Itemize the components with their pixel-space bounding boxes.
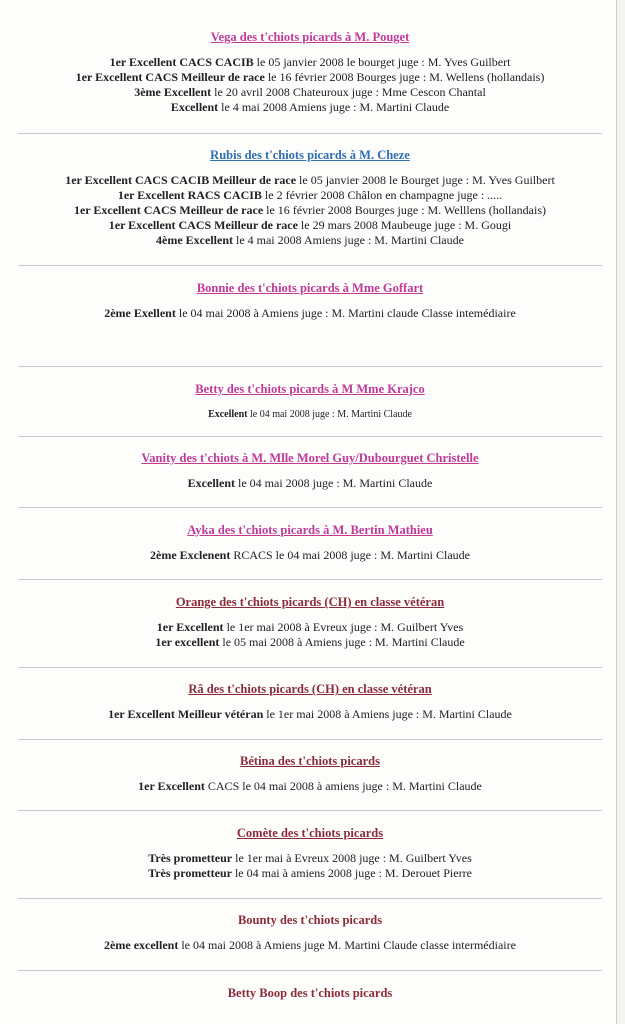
entry-title: Orange des t'chiots picards (CH) en classe vétéran [175,595,445,609]
result-line [18,938,602,953]
entry-ra [18,682,602,722]
entry-bounty [18,913,602,953]
result-line [18,218,602,233]
result-award: 2ème Exclenent [150,548,231,562]
separator [18,436,602,437]
result-award: Excellent [187,476,235,490]
entry-results [18,620,602,650]
result-award: 4ème Excellent [156,233,233,247]
result-award: Très prometteur [148,851,233,865]
result-line [18,707,602,722]
result-award: 1er Excellent CACS CACIB Meilleur de race [65,173,297,187]
result-details: le 04 mai à amiens 2008 juge : M. Derouet Pierre [231,866,472,880]
result-details: le 4 mai 2008 Amiens juge : M. Martini Claude [232,233,464,247]
result-line [18,55,602,70]
result-details: le 29 mars 2008 Maubeuge juge : M. Gougi [297,218,512,232]
result-line [18,620,602,635]
entry-results [18,476,602,491]
entry-title: Bonnie des t'chiots picards à Mme Goffart [196,281,424,295]
result-details: le 2 février 2008 Châlon en champagne juge : ..... [261,188,503,202]
entry-title: Rubis des t'chiots picards à M. Cheze [210,148,410,162]
entry-betty-boop [18,986,602,1011]
result-award: 1er Excellent CACS Meilleur de race [108,218,298,232]
result-details: le 16 février 2008 Bourges juge : M. Wellens (hollandais) [264,70,545,84]
result-award: 1er Excellent CACS CACIB [109,55,254,69]
result-line [18,635,602,650]
entry-results [18,173,602,248]
result-award: 1er Excellent [138,779,205,793]
separator [18,667,602,668]
entry-title: Betty Boop des t'chiots picards [227,986,393,1000]
entry-title: Vega des t'chiots picards à M. Pouget [210,30,410,44]
result-line [18,85,602,100]
separator [18,133,602,134]
result-award: Très prometteur [148,866,232,880]
entry-title: Betty des t'chiots picards à M Mme Krajco [195,382,425,396]
result-award: 1er Excellent CACS Meilleur de race [75,70,265,84]
result-line [18,407,602,422]
separator [18,970,602,971]
result-award: Excellent [208,409,248,420]
entry-results [18,707,602,722]
entry-title: Râ des t'chiots picards (CH) en classe vétéran [188,682,432,696]
result-line [18,233,602,248]
entry-vanity [18,451,602,491]
entry-results [18,55,602,115]
result-details: le 1er mai à Evreux 2008 juge : M. Guilbert Yves [232,851,472,865]
separator [18,810,602,811]
result-award: 1er excellent [155,635,220,649]
entry-vega [18,30,602,115]
result-details: le 05 janvier 2008 le Bourget juge : M. Yves Guilbert [296,173,555,187]
result-line [18,203,602,218]
result-line [18,173,602,188]
result-line [18,866,602,881]
result-line [18,70,602,85]
result-details: le 04 mai 2008 à Amiens juge : M. Martini claude Classe intemédiaire [175,306,516,320]
separator [18,898,602,899]
result-line [18,548,602,563]
entry-ayka [18,523,602,563]
result-line [18,851,602,866]
separator [18,366,602,367]
entry-results [18,938,602,953]
entry-title: Bounty des t'chiots picards [237,913,383,927]
entry-title: Comète des t'chiots picards [236,826,384,840]
result-details: le 05 janvier 2008 le bourget juge : M. Yves Guilbert [253,55,511,69]
entry-title: Vanity des t'chiots à M. Mlle Morel Guy/Dubourguet Christelle [141,451,479,465]
entry-orange [18,595,602,650]
entry-results [18,851,602,881]
result-details: le 05 mai 2008 à Amiens juge : M. Martini Claude [219,635,465,649]
result-line [18,476,602,491]
entry-title: Bétina des t'chiots picards [240,754,380,768]
result-line [18,100,602,115]
entry-results [18,779,602,794]
result-award: 1er Excellent RACS CACIB [117,188,262,202]
result-details: le 1er mai 2008 à Amiens juge : M. Martini Claude [263,707,512,721]
result-line [18,306,602,321]
result-award: 2ème Exellent [104,306,176,320]
result-details: le 20 avril 2008 Chateuroux juge : Mme Cescon Chantal [211,85,486,99]
entry-rubis [18,148,602,248]
result-line [18,779,602,794]
result-details: le 04 mai 2008 à Amiens juge M. Martini Claude classe intermédiaire [178,938,516,952]
result-award: 1er Excellent Meilleur vétéran [108,707,264,721]
separator [18,265,602,266]
entry-title: Ayka des t'chiots picards à M. Bertin Mathieu [187,523,433,537]
result-award: 1er Excellent [156,620,224,634]
entry-results [18,306,602,321]
result-award: Excellent [170,100,219,114]
entry-results [18,548,602,563]
result-award: 1er Excellent CACS Meilleur de race [73,203,264,217]
entry-betty [18,382,602,422]
result-award: 2ème excellent [104,938,179,952]
result-details: RCACS le 04 mai 2008 juge : M. Martini Claude [230,548,470,562]
result-details: CACS le 04 mai 2008 à amiens juge : M. Martini Claude [204,779,482,793]
result-details: le 1er mai 2008 à Evreux juge : M. Guilbert Yves [223,620,464,634]
entry-results [18,407,602,422]
separator [18,579,602,580]
result-award: 3ème Excellent [134,85,212,99]
entry-bonnie [18,281,602,321]
entry-comete [18,826,602,881]
result-details: le 4 mai 2008 Amiens juge : M. Martini Claude [218,100,450,114]
result-details: le 16 février 2008 Bourges juge : M. Welllens (hollandais) [263,203,547,217]
result-line [18,188,602,203]
result-details: le 04 mai 2008 juge : M. Martini Claude [247,409,412,420]
entry-betina [18,754,602,794]
separator [18,507,602,508]
separator [18,739,602,740]
result-details: le 04 mai 2008 juge : M. Martini Claude [235,476,433,490]
